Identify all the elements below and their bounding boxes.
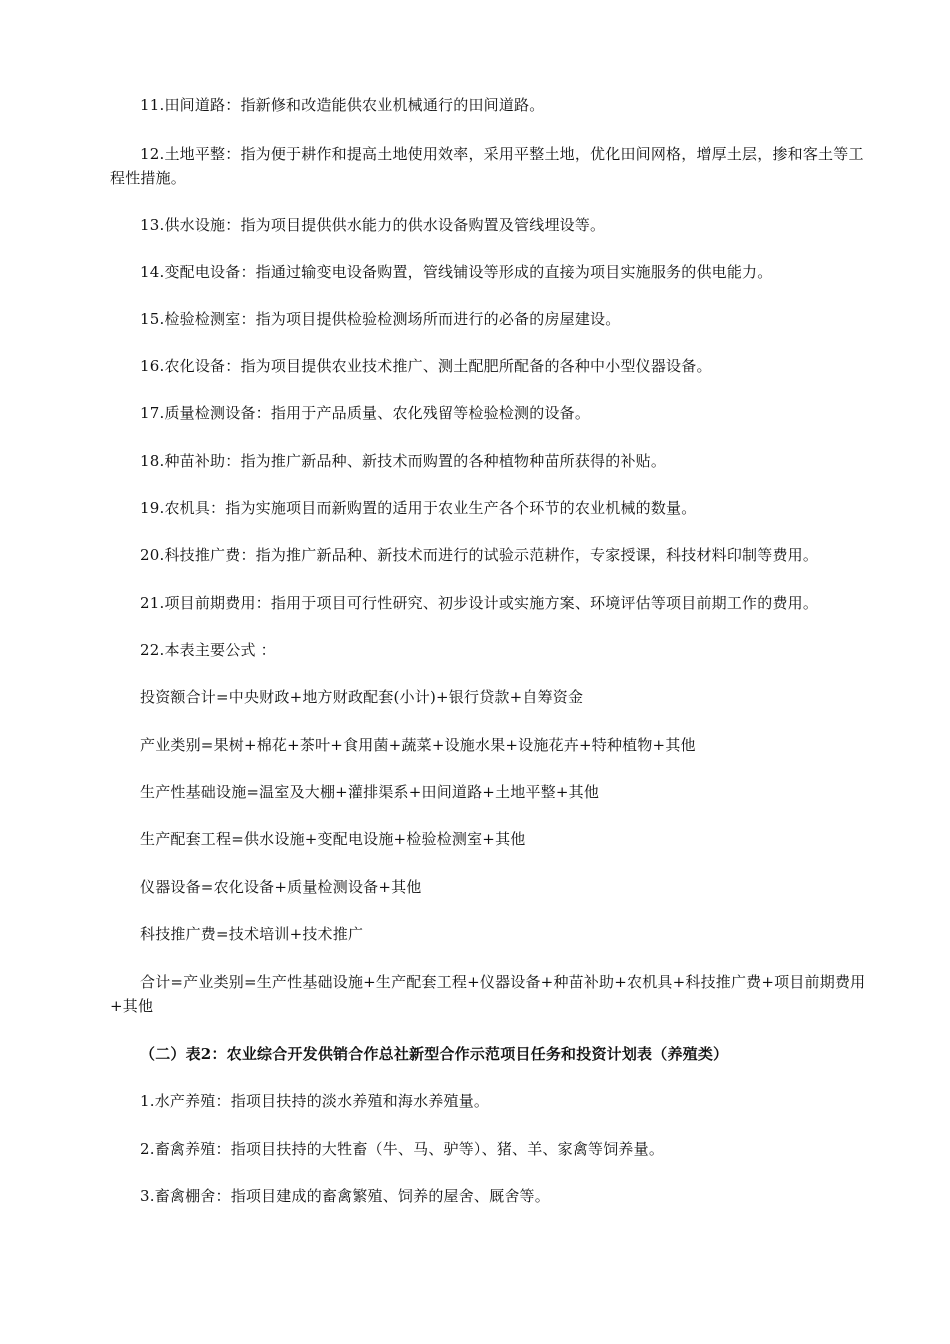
section-item-2: 2.畜禽养殖：指项目扶持的大牲畜（牛、马、驴等）、猪、羊、家禽等饲养量。 (140, 1140, 665, 1158)
item-12: 12.土地平整：指为便于耕作和提高土地使用效率，采用平整土地，优化田间网格，增厚土层，掺和客土等工程性措施。 (110, 145, 864, 187)
item-19: 19.农机具：指为实施项目而新购置的适用于农业生产各个环节的农业机械的数量。 (140, 499, 697, 517)
item-22: 22.本表主要公式 ： (140, 641, 276, 659)
formula-instruments: 仪器设备=农化设备+质量检测设备+其他 (140, 878, 422, 896)
item-11: 11.田间道路：指新修和改造能供农业机械通行的田间道路。 (140, 96, 545, 114)
section-item-1: 1.水产养殖：指项目扶持的淡水养殖和海水养殖量。 (140, 1092, 490, 1110)
formula-supporting-works: 生产配套工程=供水设施+变配电设施+检验检测室+其他 (140, 830, 526, 848)
formula-investment-total: 投资额合计=中央财政+地方财政配套(小计)+银行贷款+自筹资金 (140, 688, 584, 706)
item-16: 16.农化设备：指为项目提供农业技术推广、测土配肥所配备的各种中小型仪器设备。 (140, 357, 712, 375)
section-heading: （二）表2：农业综合开发供销合作总社新型合作示范项目任务和投资计划表（养殖类） (140, 1045, 729, 1063)
item-17: 17.质量检测设备：指用于产品质量、农化残留等检验检测的设备。 (140, 404, 591, 422)
item-21: 21.项目前期费用：指用于项目可行性研究、初步设计或实施方案、环境评估等项目前期工作的费用。 (140, 594, 819, 612)
item-18: 18.种苗补助：指为推广新品种、新技术而购置的各种植物种苗所获得的补贴。 (140, 452, 667, 470)
item-20: 20.科技推广费：指为推广新品种、新技术而进行的试验示范耕作，专家授课，科技材料印制等费用。 (140, 546, 819, 564)
section-item-3: 3.畜禽棚舍：指项目建成的畜禽繁殖、饲养的屋舍、厩舍等。 (140, 1187, 550, 1205)
formula-grand-total: 合计=产业类别=生产性基础设施+生产配套工程+仪器设备+种苗补助+农机具+科技推广费+项目前期费用+其他 (110, 973, 866, 1015)
item-15: 15.检验检测室：指为项目提供检验检测场所而进行的必备的房屋建设。 (140, 310, 621, 328)
item-13: 13.供水设施：指为项目提供供水能力的供水设备购置及管线埋设等。 (140, 216, 606, 234)
formula-tech-promotion: 科技推广费=技术培训+技术推广 (140, 925, 364, 943)
formula-production-infrastructure: 生产性基础设施=温室及大棚+灌排渠系+田间道路+土地平整+其他 (140, 783, 600, 801)
item-14: 14.变配电设备：指通过输变电设备购置，管线铺设等形成的直接为项目实施服务的供电能力。 (140, 263, 773, 281)
formula-industry-category: 产业类别=果树+棉花+茶叶+食用菌+蔬菜+设施水果+设施花卉+特种植物+其他 (140, 736, 696, 754)
